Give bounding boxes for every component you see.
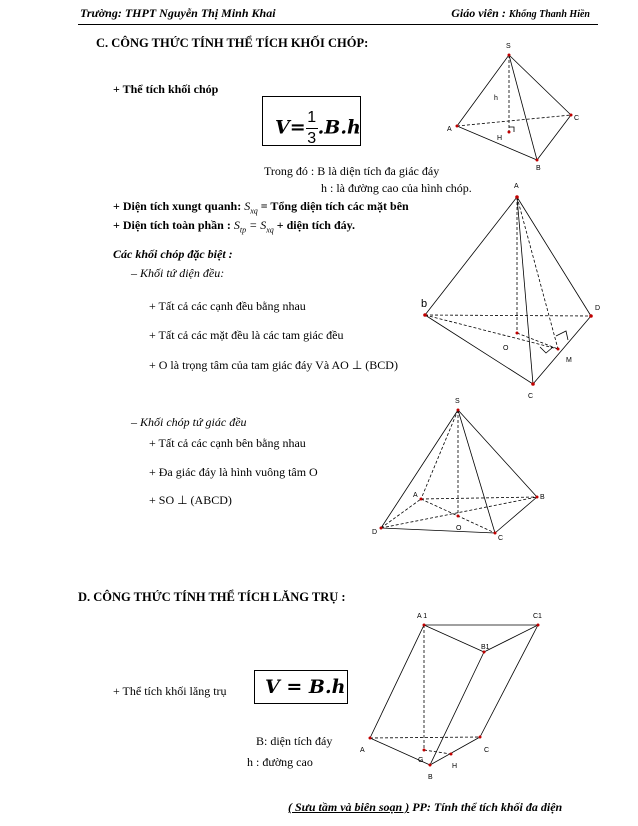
teacher-name: Khổng Thanh Hiền (508, 9, 590, 20)
fig1-label-b: B (536, 165, 541, 172)
fig4-label-c: C (484, 747, 490, 754)
figure-prism (370, 625, 538, 765)
prism-formula-text: V = B.h (265, 676, 346, 698)
figure-tetrahedron (425, 197, 591, 384)
pyramid-volume-label: + Thể tích khối chóp (113, 82, 219, 96)
fig4-label-b1: B1 (481, 644, 490, 651)
fig3-label-a: A (413, 492, 418, 499)
lateral-area-line: + Diện tích xungt quanh: $S_{xq}$ = Tổng diện tích các mặt bên (113, 199, 409, 216)
fig2-label-a: A (514, 183, 519, 190)
fig2-label-b: b (421, 298, 428, 310)
fig2-label-d: D (595, 305, 601, 312)
fig1-label-hh: H (497, 135, 503, 142)
fig3-label-o: O (456, 525, 462, 532)
formula-rest: .B.h (317, 116, 361, 139)
teacher-label: Giáo viên : (451, 6, 506, 20)
fig4-label-a: A (360, 747, 365, 754)
tetra-item-3: + O là trọng tâm của tam giác đáy Và AO ⊥ (BCD) (149, 358, 398, 372)
fig1-label-c: C (574, 115, 580, 122)
fig2-label-m: M (566, 357, 572, 364)
total-area-line: + Diện tích toàn phần : $S_{tp} = S_{xq}$ + diện tích đáy. (113, 218, 355, 235)
total-area-text: + diện tích đáy. (276, 218, 355, 232)
prism-volume-label: + Thể tích khối lăng trụ (113, 684, 227, 698)
fig1-label-a: A (447, 126, 452, 133)
special-pyramids-title: Các khối chóp đặc biệt : (113, 247, 233, 261)
fig4-label-c1: C1 (533, 613, 542, 620)
fig1-label-h: h (494, 95, 498, 102)
section-d-title: D. CÔNG THỨC TÍNH THỂ TÍCH LĂNG TRỤ : (78, 590, 346, 604)
quad-item-1: + Tất cả các cạnh bên bằng nhau (149, 436, 306, 450)
quad-item-2: + Đa giác đáy là hình vuông tâm O (149, 465, 318, 479)
fig3-label-d: D (372, 529, 378, 536)
fig2-label-o: O (503, 345, 509, 352)
where-line-2: h : là đường cao của hình chóp. (321, 181, 472, 195)
fig4-label-b: B (428, 774, 433, 781)
fig1-label-s: S (506, 43, 511, 50)
tetrahedron-title: – Khối tứ diện đều: (131, 266, 225, 280)
quad-pyramid-title: – Khối chóp tứ giác đều (131, 415, 247, 429)
fig4-label-a1: A 1 (417, 613, 428, 620)
where-line-1: Trong đó : B là diện tích đa giác đáy (264, 164, 440, 178)
formula-fraction: $\frac{1}{3}$ (307, 109, 317, 147)
figure-pyramid-sabc (457, 55, 571, 160)
quad-item-3: + SO ⊥ (ABCD) (149, 493, 232, 507)
lateral-area-text: = Tổng diện tích các mặt bên (260, 199, 409, 213)
section-c-title: C. CÔNG THỨC TÍNH THỂ TÍCH KHỐI CHÓP: (96, 36, 369, 50)
tetra-item-1: + Tất cả các cạnh đều bằng nhau (149, 299, 306, 313)
total-area-label: + Diện tích toàn phần : (113, 218, 231, 232)
fig2-label-c: C (528, 393, 534, 400)
prism-base-note: B: diện tích đáy (256, 734, 333, 748)
footer-source: ( Sưu tầm và biên soạn ) (288, 800, 410, 814)
prism-height-note: h : đường cao (247, 755, 313, 769)
figure-square-pyramid (381, 410, 537, 533)
fig3-label-s: S (455, 398, 460, 405)
school-name: Trường: THPT Nguyễn Thị Minh Khai (80, 6, 276, 20)
fig3-label-b: B (540, 494, 545, 501)
fig4-label-h: H (452, 763, 458, 770)
footer-topic: PP: Tính thể tích khối đa diện (412, 800, 563, 814)
tetra-item-2: + Tất cả các mặt đều là các tam giác đều (149, 328, 344, 342)
lateral-area-label: + Diện tích xungt quanh: (113, 199, 242, 213)
fig3-label-c: C (498, 535, 504, 542)
formula-v: V (275, 116, 290, 139)
fig4-label-g: G (418, 757, 424, 764)
formula-eq: = (289, 116, 306, 139)
